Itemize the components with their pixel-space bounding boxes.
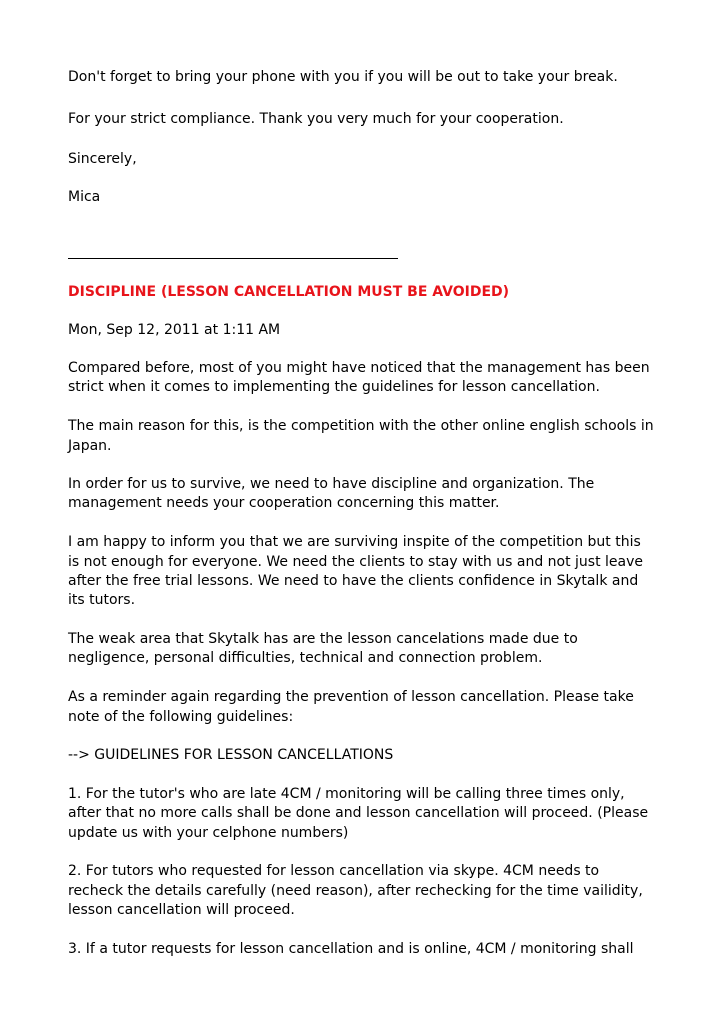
guideline-line: 3. If a tutor requests for lesson cancellation and is online, 4CM / monitoring shall [68, 941, 634, 957]
article-date: Mon, Sep 12, 2011 at 1:11 AM [68, 322, 281, 338]
guidelines-heading: --> GUIDELINES FOR LESSON CANCELLATIONS [68, 747, 394, 763]
paragraph-line: its tutors. [68, 592, 136, 608]
paragraph-line: In order for us to survive, we need to have discipline and organization. The [68, 476, 595, 492]
paragraph-line: negligence, personal difficulties, technical and connection problem. [68, 650, 543, 666]
paragraph-line: Japan. [68, 438, 112, 454]
phone-reminder-text: Don't forget to bring your phone with you if you will be out to take your break. [68, 69, 618, 85]
guideline-line: lesson cancellation will proceed. [68, 902, 295, 918]
paragraph-line: management needs your cooperation concerning this matter. [68, 495, 500, 511]
guideline-line: 2. For tutors who requested for lesson cancellation via skype. 4CM needs to [68, 863, 600, 879]
paragraph-line: note of the following guidelines: [68, 709, 294, 725]
paragraph-line: is not enough for everyone. We need the clients to stay with us and not just leave [68, 554, 644, 570]
guideline-line: recheck the details carefully (need reason), after rechecking for the time vailidity, [68, 883, 643, 899]
paragraph-line: after the free trial lessons. We need to have the clients confidence in Skytalk and [68, 573, 639, 589]
guideline-line: after that no more calls shall be done and lesson cancellation will proceed. (Please [68, 805, 649, 821]
paragraph-line: Compared before, most of you might have noticed that the management has been [68, 360, 650, 376]
signature-text: Mica [68, 189, 101, 205]
guideline-line: 1. For the tutor's who are late 4CM / monitoring will be calling three times only, [68, 786, 625, 802]
paragraph-line: I am happy to inform you that we are surviving inspite of the competition but this [68, 534, 641, 550]
paragraph-line: strict when it comes to implementing the guidelines for lesson cancellation. [68, 379, 600, 395]
compliance-text: For your strict compliance. Thank you very much for your cooperation. [68, 111, 564, 127]
guideline-line: update us with your celphone numbers) [68, 825, 349, 841]
article-title: DISCIPLINE (LESSON CANCELLATION MUST BE AVOIDED) [68, 284, 510, 300]
paragraph-line: The weak area that Skytalk has are the lesson cancelations made due to [68, 631, 578, 647]
signoff-text: Sincerely, [68, 151, 137, 167]
paragraph-line: As a reminder again regarding the prevention of lesson cancellation. Please take [68, 689, 634, 705]
separator-rule [68, 258, 398, 259]
paragraph-line: The main reason for this, is the competition with the other online english schools in [68, 418, 654, 434]
